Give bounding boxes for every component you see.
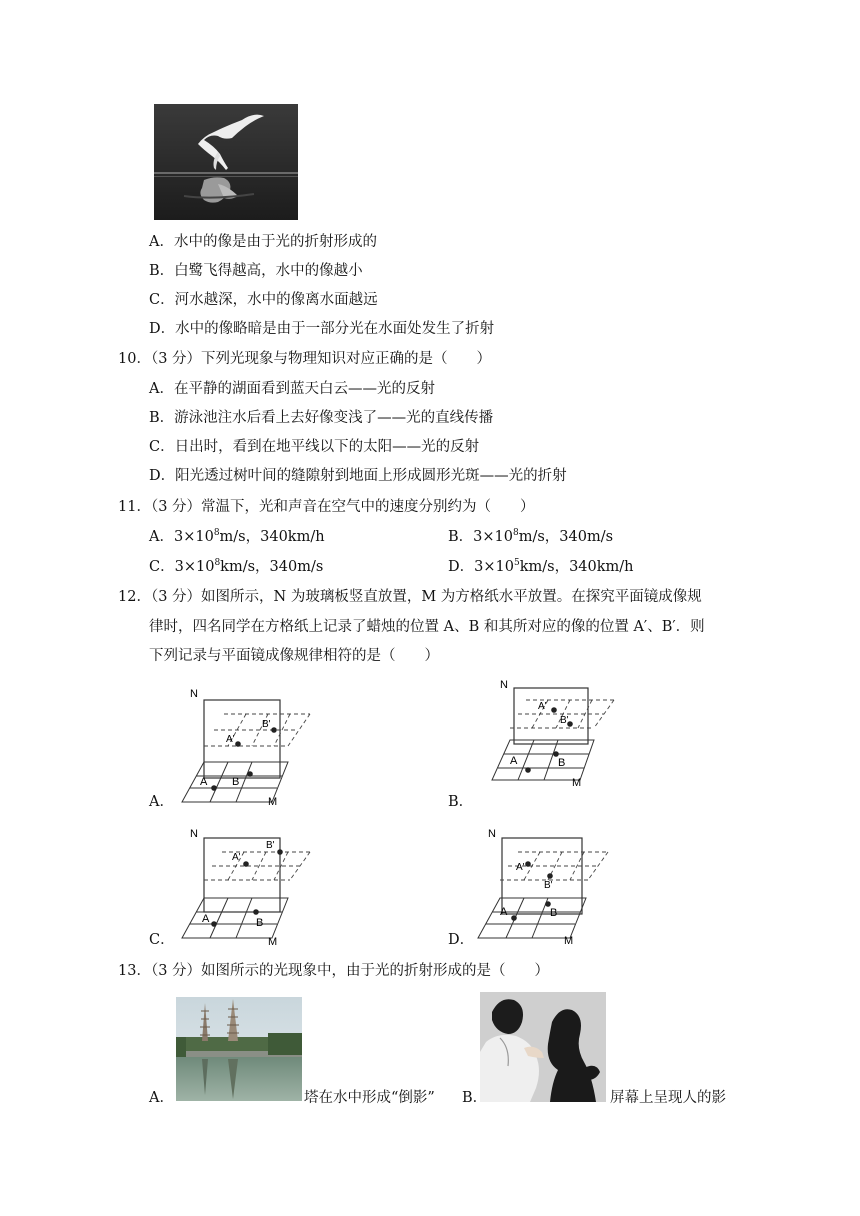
exponent: 8 — [213, 528, 220, 538]
option-text: 水中的像略暗是由于一部分光在水面处发生了折射 — [175, 321, 495, 337]
q10-option-c — [149, 437, 479, 457]
label-b-image: B' — [266, 840, 275, 851]
option-letter: D． — [448, 559, 475, 575]
q13-option-a: A． — [149, 1090, 174, 1106]
label-m: M — [268, 796, 278, 806]
label-b: B — [256, 917, 264, 929]
q11-option-c — [149, 557, 323, 577]
label-a: A — [200, 776, 208, 788]
option-text: 3×10 — [473, 529, 513, 545]
q12-stem-line-2: 律时，四名同学在方格纸上记录了蜡烛的位置 A、B 和其所对应的像的位置 A′、B′．则 — [149, 619, 705, 635]
option-text: 在平静的湖面看到蓝天白云——光的反射 — [173, 381, 435, 397]
question-stem: （3 分）常温下，光和声音在空气中的速度分别约为（ ） — [150, 499, 535, 515]
q10-option-a — [149, 379, 435, 399]
option-text: 游泳池注水后看上去好像变浅了——光的直线传播 — [174, 410, 494, 426]
q11-option-b — [448, 527, 613, 547]
option-letter: A． — [149, 381, 174, 397]
q10-stem — [118, 349, 491, 369]
label-m: M — [564, 935, 574, 946]
q11-stem — [118, 497, 535, 517]
option-text: 3×10 — [474, 559, 514, 575]
option-letter: A． — [149, 529, 174, 545]
option-letter: D． — [149, 321, 176, 337]
label-n: N — [488, 828, 496, 840]
label-a-image: A' — [516, 862, 525, 873]
q12-figure-d — [470, 824, 620, 946]
option-text: 河水越深，水中的像离水面越远 — [174, 292, 378, 308]
q9-option-c — [149, 290, 378, 310]
q13-option-b-caption: 屏幕上呈现人的影 — [610, 1090, 726, 1106]
question-stem: （3 分）如图所示，N 为玻璃板竖直放置，M 为方格纸水平放置。在探究平面镜成像规 — [150, 589, 702, 605]
option-letter: C． — [149, 439, 175, 455]
hand-shadow-photo — [480, 992, 606, 1102]
label-b: B — [232, 776, 240, 788]
question-stem: （3 分）下列光现象与物理知识对应正确的是（ ） — [150, 351, 492, 367]
q12-option-b: B． — [448, 794, 474, 810]
option-text: 3×10 — [173, 529, 214, 545]
option-letter: B． — [149, 410, 175, 426]
option-letter: B． — [149, 263, 175, 279]
option-letter: C． — [149, 292, 175, 308]
option-text: m/s，340km/h — [219, 529, 325, 545]
label-n: N — [500, 679, 508, 691]
q10-option-d — [149, 466, 567, 486]
option-letter: D． — [149, 468, 176, 484]
q13-stem — [118, 961, 549, 981]
exponent: 8 — [214, 558, 221, 568]
label-a: A — [510, 755, 518, 767]
q12-stem-line-1 — [118, 587, 702, 607]
q11-option-a — [149, 527, 325, 547]
label-a-image: A' — [232, 852, 241, 863]
label-b-image: B' — [262, 719, 271, 730]
label-a: A — [202, 913, 210, 925]
label-b: B — [558, 757, 566, 769]
q12-option-c: C． — [149, 932, 175, 948]
q13-option-b: B． — [462, 1090, 488, 1106]
q9-option-a — [149, 232, 377, 252]
label-a-image: A' — [538, 701, 547, 712]
q10-option-b — [149, 408, 493, 428]
option-text: km/s，340m/s — [220, 559, 324, 575]
egret-reflection-photo — [154, 104, 298, 220]
question-number: 13． — [118, 963, 151, 979]
label-n: N — [190, 688, 198, 700]
question-number: 12． — [118, 589, 151, 605]
pagoda-reflection-photo — [176, 997, 302, 1101]
label-b-image: B' — [544, 880, 553, 891]
q12-stem-line-3: 下列记录与平面镜成像规律相符的是（ ） — [149, 648, 439, 664]
option-letter: C． — [149, 559, 175, 575]
q12-figure-a — [176, 684, 316, 806]
option-text: m/s，340m/s — [518, 529, 614, 545]
option-letter: B． — [448, 529, 474, 545]
q12-figure-b — [470, 676, 620, 794]
option-text: 3×10 — [174, 559, 215, 575]
label-b-image: B' — [560, 715, 569, 726]
label-m: M — [572, 777, 582, 789]
question-stem: （3 分）如图所示的光现象中，由于光的折射形成的是（ ） — [150, 963, 550, 979]
q12-option-d: D． — [448, 932, 475, 948]
label-a-image: A' — [226, 734, 235, 745]
q9-option-b — [149, 261, 363, 281]
label-a: A — [500, 906, 508, 918]
question-number: 10． — [118, 351, 151, 367]
label-n: N — [190, 828, 198, 840]
question-number: 11． — [118, 499, 151, 515]
q9-option-d — [149, 319, 494, 339]
option-letter: A． — [149, 234, 174, 250]
option-text: 水中的像是由于光的折射形成的 — [173, 234, 377, 250]
q11-option-d — [448, 557, 634, 577]
q12-option-a: A． — [149, 794, 174, 810]
label-b: B — [550, 907, 558, 919]
option-text: 白鹭飞得越高，水中的像越小 — [174, 263, 363, 279]
exponent: 8 — [512, 528, 519, 538]
q12-figure-c — [176, 824, 316, 946]
option-text: 阳光透过树叶间的缝隙射到地面上形成圆形光斑——光的折射 — [175, 468, 567, 484]
option-text: km/s，340km/h — [519, 559, 634, 575]
exponent: 5 — [513, 558, 520, 568]
q13-option-a-caption: 塔在水中形成“倒影” — [304, 1090, 435, 1106]
label-m: M — [268, 936, 278, 946]
option-text: 日出时，看到在地平线以下的太阳——光的反射 — [174, 439, 480, 455]
